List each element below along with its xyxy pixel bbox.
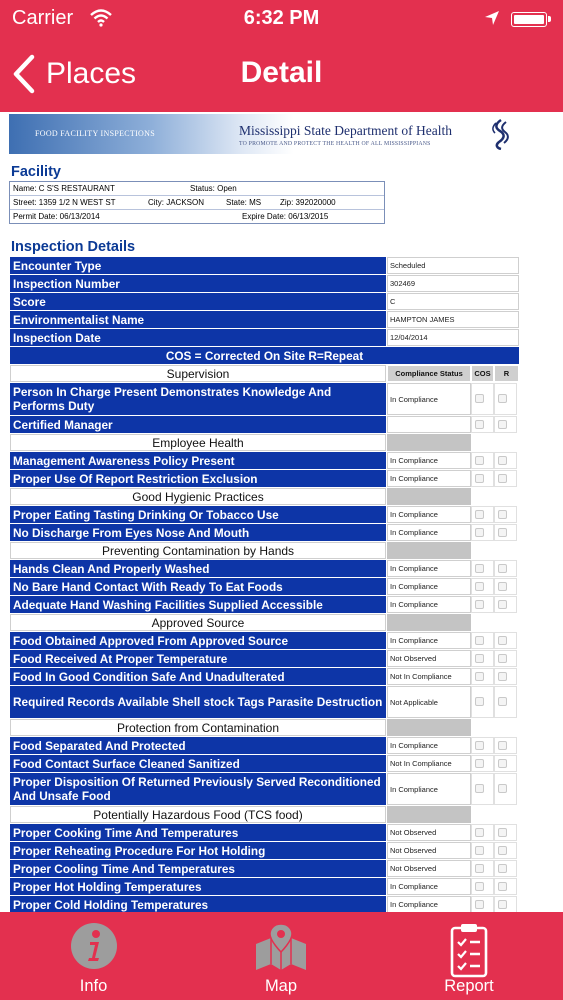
detail-row [10,257,519,275]
detail-row [10,275,519,293]
cos-checkbox[interactable] [475,510,484,519]
info-icon [70,922,118,970]
compliance-row [10,578,519,596]
facility-status: Status: Open [190,184,237,193]
facility-heading: Facility [11,164,61,180]
repeat-checkbox[interactable] [498,697,507,706]
location-arrow-icon [484,10,500,26]
compliance-status: Not Observed [387,650,471,667]
detail-value: HAMPTON JAMES [387,311,519,328]
msdh-banner [9,114,517,154]
compliance-item-label: No Bare Hand Contact With Ready To Eat Foods [10,578,386,595]
banner-org-name: Mississippi State Department of Health [239,123,452,138]
compliance-item-label: Proper Cooking Time And Temperatures [10,824,386,841]
facility-permit-date: Permit Date: 06/13/2014 [13,212,100,221]
compliance-status: In Compliance [387,452,471,469]
compliance-status: In Compliance [387,578,471,595]
column-header-status: Compliance Status [387,365,471,382]
compliance-item-label: Proper Cooling Time And Temperatures [10,860,386,877]
cos-legend-row [10,347,519,365]
column-header-r: R [494,365,519,382]
banner-left-text: FOOD FACILITY INSPECTIONS [35,129,155,138]
cos-checkbox[interactable] [475,600,484,609]
repeat-checkbox[interactable] [498,784,507,793]
tab-info-label: Info [79,977,108,995]
compliance-row [10,896,519,912]
cos-checkbox[interactable] [475,900,484,909]
column-header-cos: COS [471,365,494,382]
section-title: Protection from Contamination [10,719,386,736]
top-bar [0,0,563,112]
section-header-row [10,434,519,452]
compliance-row [10,860,519,878]
compliance-status: Not Observed [387,860,471,877]
facility-expire-date: Expire Date: 06/13/2015 [242,212,329,221]
compliance-status [387,416,471,433]
compliance-row [10,524,519,542]
cos-checkbox[interactable] [475,654,484,663]
repeat-checkbox[interactable] [498,828,507,837]
facility-street: Street: 1359 1/2 N WEST ST [13,198,116,207]
compliance-row [10,737,519,755]
detail-label: Inspection Number [10,275,386,292]
compliance-row [10,470,519,488]
clock: 6:32 PM [243,7,320,29]
facility-row [10,182,384,196]
compliance-row [10,416,519,434]
section-status-spacer [387,488,471,505]
facility-city: City: JACKSON [148,198,205,207]
cos-checkbox[interactable] [475,456,484,465]
compliance-status: Not In Compliance [387,668,471,685]
carrier-label: Carrier [12,7,74,29]
compliance-row [10,452,519,470]
compliance-row [10,383,519,416]
section-status-spacer [387,719,471,736]
cos-checkbox[interactable] [475,828,484,837]
report-content[interactable] [0,112,563,912]
repeat-checkbox[interactable] [498,582,507,591]
back-button-label: Places [46,57,137,90]
facility-name: Name: C S'S RESTAURANT [13,184,115,193]
detail-value: C [387,293,519,310]
map-icon [254,922,308,972]
section-header-row [10,365,519,383]
status-bar [0,0,563,38]
compliance-status: In Compliance [387,773,471,805]
banner-tagline: TO PROMOTE AND PROTECT THE HEALTH OF ALL MISSISSIPPIANS [239,141,431,147]
repeat-checkbox[interactable] [498,600,507,609]
facility-state: State: MS [226,198,262,207]
compliance-item-label: Food Obtained Approved From Approved Source [10,632,386,649]
repeat-checkbox[interactable] [498,394,507,403]
section-header-row [10,614,519,632]
battery-icon [511,12,547,27]
repeat-checkbox[interactable] [498,864,507,873]
repeat-checkbox[interactable] [498,846,507,855]
cos-checkbox[interactable] [475,882,484,891]
compliance-row [10,596,519,614]
section-title: Approved Source [10,614,386,631]
tab-info[interactable] [0,912,187,1000]
section-status-spacer [387,434,471,451]
compliance-row [10,668,519,686]
detail-label: Encounter Type [10,257,386,274]
repeat-checkbox[interactable] [498,510,507,519]
compliance-status: Not Observed [387,824,471,841]
compliance-status: In Compliance [387,737,471,754]
repeat-checkbox[interactable] [498,654,507,663]
tab-map-label: Map [264,977,298,995]
compliance-item-label: Adequate Hand Washing Facilities Supplied Accessible [10,596,386,613]
cos-checkbox[interactable] [475,672,484,681]
section-header-row [10,488,519,506]
cos-checkbox[interactable] [475,420,484,429]
compliance-row [10,755,519,773]
compliance-status: Not In Compliance [387,755,471,772]
section-title: Preventing Contamination by Hands [10,542,386,559]
repeat-checkbox[interactable] [498,672,507,681]
compliance-status: In Compliance [387,560,471,577]
section-status-spacer [387,542,471,559]
detail-row [10,329,519,347]
compliance-status: In Compliance [387,878,471,895]
compliance-item-label: No Discharge From Eyes Nose And Mouth [10,524,386,541]
cos-checkbox[interactable] [475,741,484,750]
compliance-item-label: Hands Clean And Properly Washed [10,560,386,577]
msdh-logo-icon [487,118,513,150]
cos-checkbox[interactable] [475,394,484,403]
compliance-item-label: Proper Hot Holding Temperatures [10,878,386,895]
detail-label: Inspection Date [10,329,386,346]
compliance-status: In Compliance [387,524,471,541]
cos-checkbox[interactable] [475,697,484,706]
compliance-status: Not Applicable [387,686,471,718]
compliance-item-label: Proper Use Of Report Restriction Exclusion [10,470,386,487]
compliance-status: In Compliance [387,596,471,613]
tab-report[interactable] [375,912,563,1000]
section-title: Employee Health [10,434,386,451]
detail-row [10,311,519,329]
repeat-checkbox[interactable] [498,564,507,573]
facility-box [9,181,385,224]
compliance-item-label: Proper Disposition Of Returned Previously Served Reconditioned And Unsafe Food [10,773,386,805]
detail-value: Scheduled [387,257,519,274]
inspection-table [10,257,519,912]
cos-checkbox[interactable] [475,784,484,793]
section-title: Supervision [10,365,386,382]
compliance-status: In Compliance [387,632,471,649]
compliance-item-label: Food In Good Condition Safe And Unadulterated [10,668,386,685]
compliance-item-label: Food Received At Proper Temperature [10,650,386,667]
cos-checkbox[interactable] [475,528,484,537]
compliance-status: In Compliance [387,506,471,523]
compliance-item-label: Proper Reheating Procedure For Hot Holding [10,842,386,859]
compliance-row [10,632,519,650]
compliance-item-label: Food Separated And Protected [10,737,386,754]
repeat-checkbox[interactable] [498,456,507,465]
tab-bar [0,912,563,1000]
compliance-item-label: Proper Cold Holding Temperatures [10,896,386,912]
compliance-status: In Compliance [387,470,471,487]
page-title: Detail [240,56,323,89]
compliance-row [10,686,519,719]
section-title: Potentially Hazardous Food (TCS food) [10,806,386,823]
repeat-checkbox[interactable] [498,528,507,537]
inspection-heading: Inspection Details [11,239,136,255]
detail-row [10,293,519,311]
compliance-item-label: Proper Eating Tasting Drinking Or Tobacco Use [10,506,386,523]
detail-label: Environmentalist Name [10,311,386,328]
compliance-item-label: Required Records Available Shell stock Tags Parasite Destruction [10,686,386,718]
repeat-checkbox[interactable] [498,900,507,909]
cos-checkbox[interactable] [475,474,484,483]
compliance-row [10,842,519,860]
section-status-spacer [387,806,471,823]
clipboard-report-icon [449,922,489,978]
section-header-row [10,806,519,824]
repeat-checkbox[interactable] [498,741,507,750]
cos-checkbox[interactable] [475,564,484,573]
cos-checkbox[interactable] [475,759,484,768]
section-title: Good Hygienic Practices [10,488,386,505]
compliance-row [10,773,519,806]
compliance-item-label: Management Awareness Policy Present [10,452,386,469]
compliance-row [10,560,519,578]
detail-label: Score [10,293,386,310]
compliance-status: Not Observed [387,842,471,859]
repeat-checkbox[interactable] [498,420,507,429]
compliance-row [10,878,519,896]
compliance-item-label: Food Contact Surface Cleaned Sanitized [10,755,386,772]
cos-checkbox[interactable] [475,864,484,873]
detail-value: 302469 [387,275,519,292]
repeat-checkbox[interactable] [498,759,507,768]
compliance-row [10,506,519,524]
compliance-row [10,650,519,668]
section-header-row [10,719,519,737]
cos-checkbox[interactable] [475,582,484,591]
compliance-status: In Compliance [387,896,471,912]
compliance-status: In Compliance [387,383,471,415]
repeat-checkbox[interactable] [498,882,507,891]
repeat-checkbox[interactable] [498,636,507,645]
facility-zip: Zip: 392020000 [280,198,336,207]
section-status-spacer [387,614,471,631]
compliance-row [10,824,519,842]
facility-row [10,196,384,210]
detail-value: 12/04/2014 [387,329,519,346]
facility-row [10,210,384,223]
cos-checkbox[interactable] [475,636,484,645]
cos-checkbox[interactable] [475,846,484,855]
cos-legend: COS = Corrected On Site R=Repeat [10,347,519,364]
compliance-item-label: Certified Manager [10,416,386,433]
tab-map[interactable] [187,912,375,1000]
compliance-item-label: Person In Charge Present Demonstrates Knowledge And Performs Duty [10,383,386,415]
tab-report-label: Report [444,977,494,995]
section-header-row [10,542,519,560]
repeat-checkbox[interactable] [498,474,507,483]
